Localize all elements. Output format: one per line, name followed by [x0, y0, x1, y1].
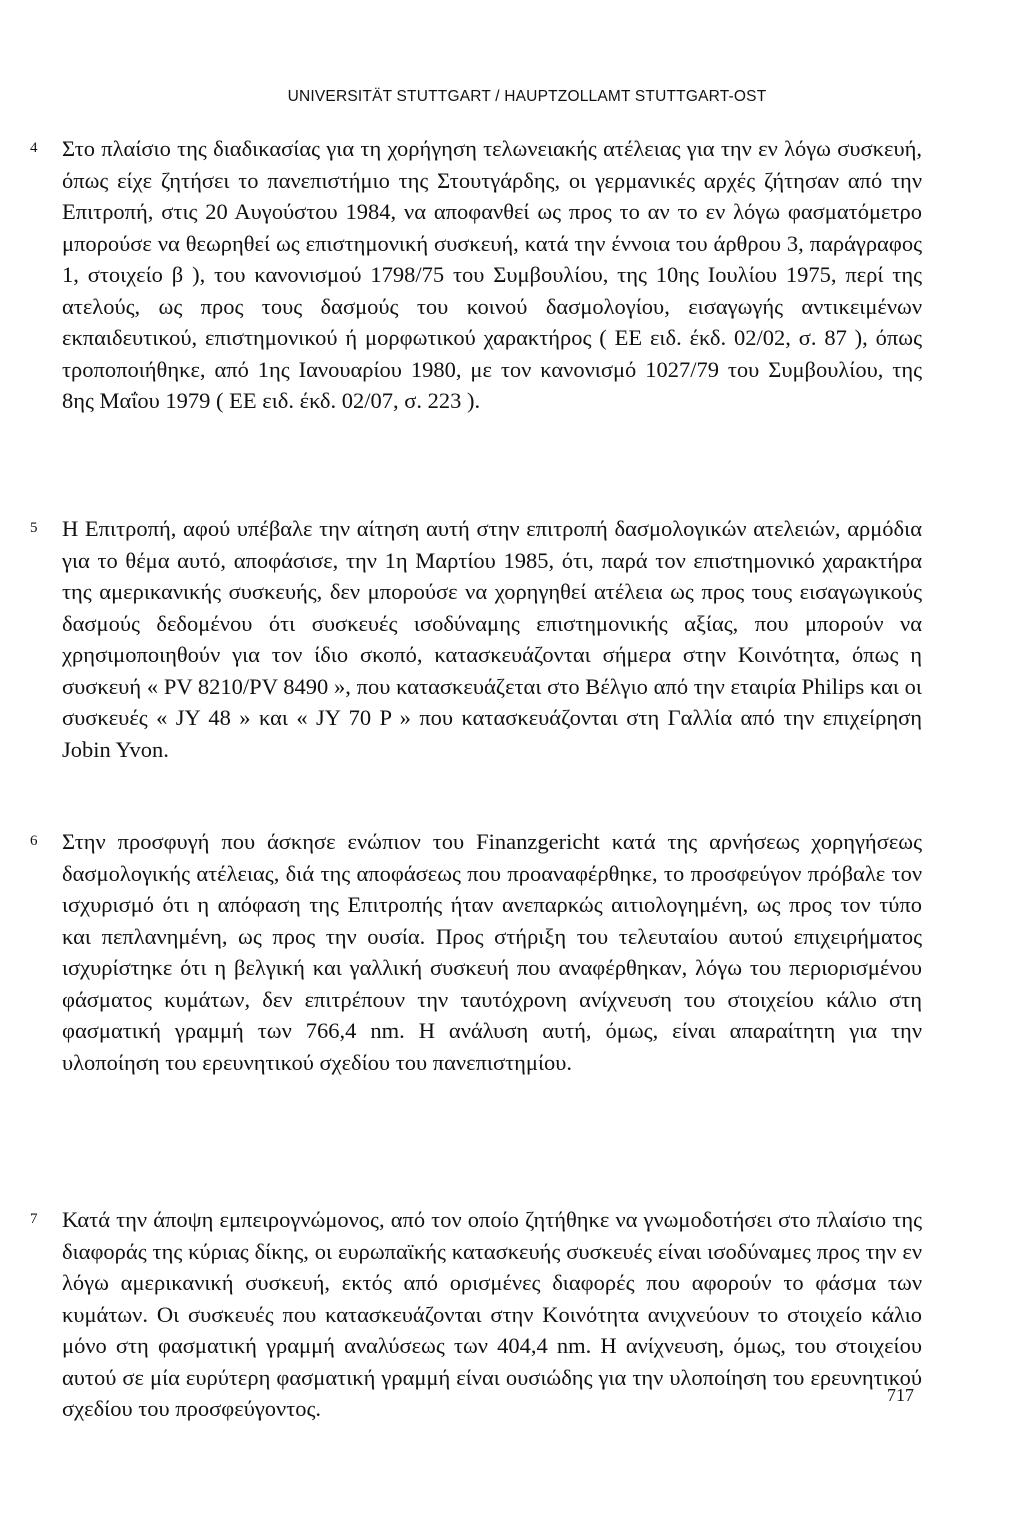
paragraph-4: [30, 133, 922, 417]
page-number: 717: [887, 1385, 914, 1405]
running-header: UNIVERSITÄT STUTTGART / HAUPTZOLLAMT STUTTGART-OST: [287, 88, 767, 105]
paragraph-text: Η Επιτροπή, αφού υπέβαλε την αίτηση αυτή στην επιτροπή δασμολογικών ατελειών, αρμόδια για το θέμα αυτό, αποφάσισε, την 1η Μαρτίου 1985, ότι, παρά τον επιστημονικό χαρακτήρα της αμερικανικής συσκευής, δεν μπορούσε να χορηγηθεί ατέλεια ως προς τους εισαγωγικούς δασμούς δεδομένου ότι συσκευές ισοδύναμης επιστημονικής αξίας, που μπορούν να χρησιμοποιηθούν για τον ίδιο σκοπό, κατασκευάζονται σήμερα στην Κοινότητα, όπως η συσκευή « PV 8210/PV 8490 », που κατασκευάζεται στο Βέλγιο από την εταιρία Philips και οι συσκευές « JY 48 » και « JY 70 P » που κατασκευάζονται στη Γαλλία από την επιχείρηση Jobin Yvon.: [62, 516, 922, 762]
paragraph-number: 5: [30, 520, 38, 536]
paragraph-5: [30, 513, 922, 765]
paragraph-text: Κατά την άποψη εμπειρογνώμονος, από τον οποίο ζητήθηκε να γνωμοδοτήσει στο πλαίσιο της διαφοράς της κύριας δίκης, οι ευρωπαϊκής κατασκευής συσκευές είναι ισοδύναμες προς την εν λόγω αμερικανική συσκευή, εκτός από ορισμένες διαφορές που αφορούν το φάσμα των κυμάτων. Οι συσκευές που κατασκευάζονται στην Κοινότητα ανιχνεύουν το στοιχείο κάλιο μόνο στη φασματική γραμμή αναλύσεως των 404,4 nm. Η ανίχνευση, όμως, του στοιχείου αυτού σε μία ευρύτερη φασματική γραμμή είναι ουσιώδης για την υλοποίηση του ερευνητικού σχεδίου του προσφεύγοντος.: [62, 1207, 922, 1421]
paragraph-number: 6: [30, 833, 38, 849]
paragraph-number: 4: [30, 140, 38, 156]
paragraph-text: Στο πλαίσιο της διαδικασίας για τη χορήγηση τελωνειακής ατέλειας για την εν λόγω συσκευή, όπως είχε ζητήσει το πανεπιστήμιο της Στουτγάρδης, οι γερμανικές αρχές ζήτησαν από την Επιτροπή, στις 20 Αυγούστου 1984, να αποφανθεί ως προς το αν το εν λόγω φασματόμετρο μπορούσε να θεωρηθεί ως επιστημονική συσκευή, κατά την έννοια του άρθρου 3, παράγραφος 1, στοιχείο β ), του κανονισμού 1798/75 του Συμβουλίου, της 10ης Ιουλίου 1975, περί της ατελούς, ως προς τους δασμούς του κοινού δασμολογίου, εισαγωγής αντικειμένων εκπαιδευτικού, επιστημονικού ή μορφωτικού χαρακτήρος ( ΕΕ ειδ. έκδ. 02/02, σ. 87 ), όπως τροποποιήθηκε, από 1ης Ιανουαρίου 1980, με τον κανονισμό 1027/79 του Συμβουλίου, της 8ης Μαΐου 1979 ( ΕΕ ειδ. έκδ. 02/07, σ. 223 ).: [62, 136, 922, 413]
paragraph-6: [30, 826, 922, 1078]
paragraph-text: Στην προσφυγή που άσκησε ενώπιον του Finanzgericht κατά της αρνήσεως χορηγήσεως δασμολογικής ατέλειας, διά της αποφάσεως που προαναφέρθηκε, το προσφεύγον πρόβαλε τον ισχυρισμό ότι η απόφαση της Επιτροπής ήταν ανεπαρκώς αιτιολογημένη, ως προς τον τύπο και πεπλανημένη, ως προς την ουσία. Προς στήριξη του τελευταίου αυτού επιχειρήματος ισχυρίστηκε ότι η βελγική και γαλλική συσκευή που αναφέρθηκαν, λόγω του περιορισμένου φάσματος κυμάτων, δεν επιτρέπουν την ταυτόχρονη ανίχνευση του στοιχείου κάλιο στη φασματική γραμμή των 766,4 nm. Η ανάλυση αυτή, όμως, είναι απαραίτητη για την υλοποίηση του ερευνητικού σχεδίου του πανεπιστημίου.: [62, 829, 922, 1075]
paragraph-number: 7: [30, 1211, 38, 1227]
paragraph-7: [30, 1204, 922, 1425]
